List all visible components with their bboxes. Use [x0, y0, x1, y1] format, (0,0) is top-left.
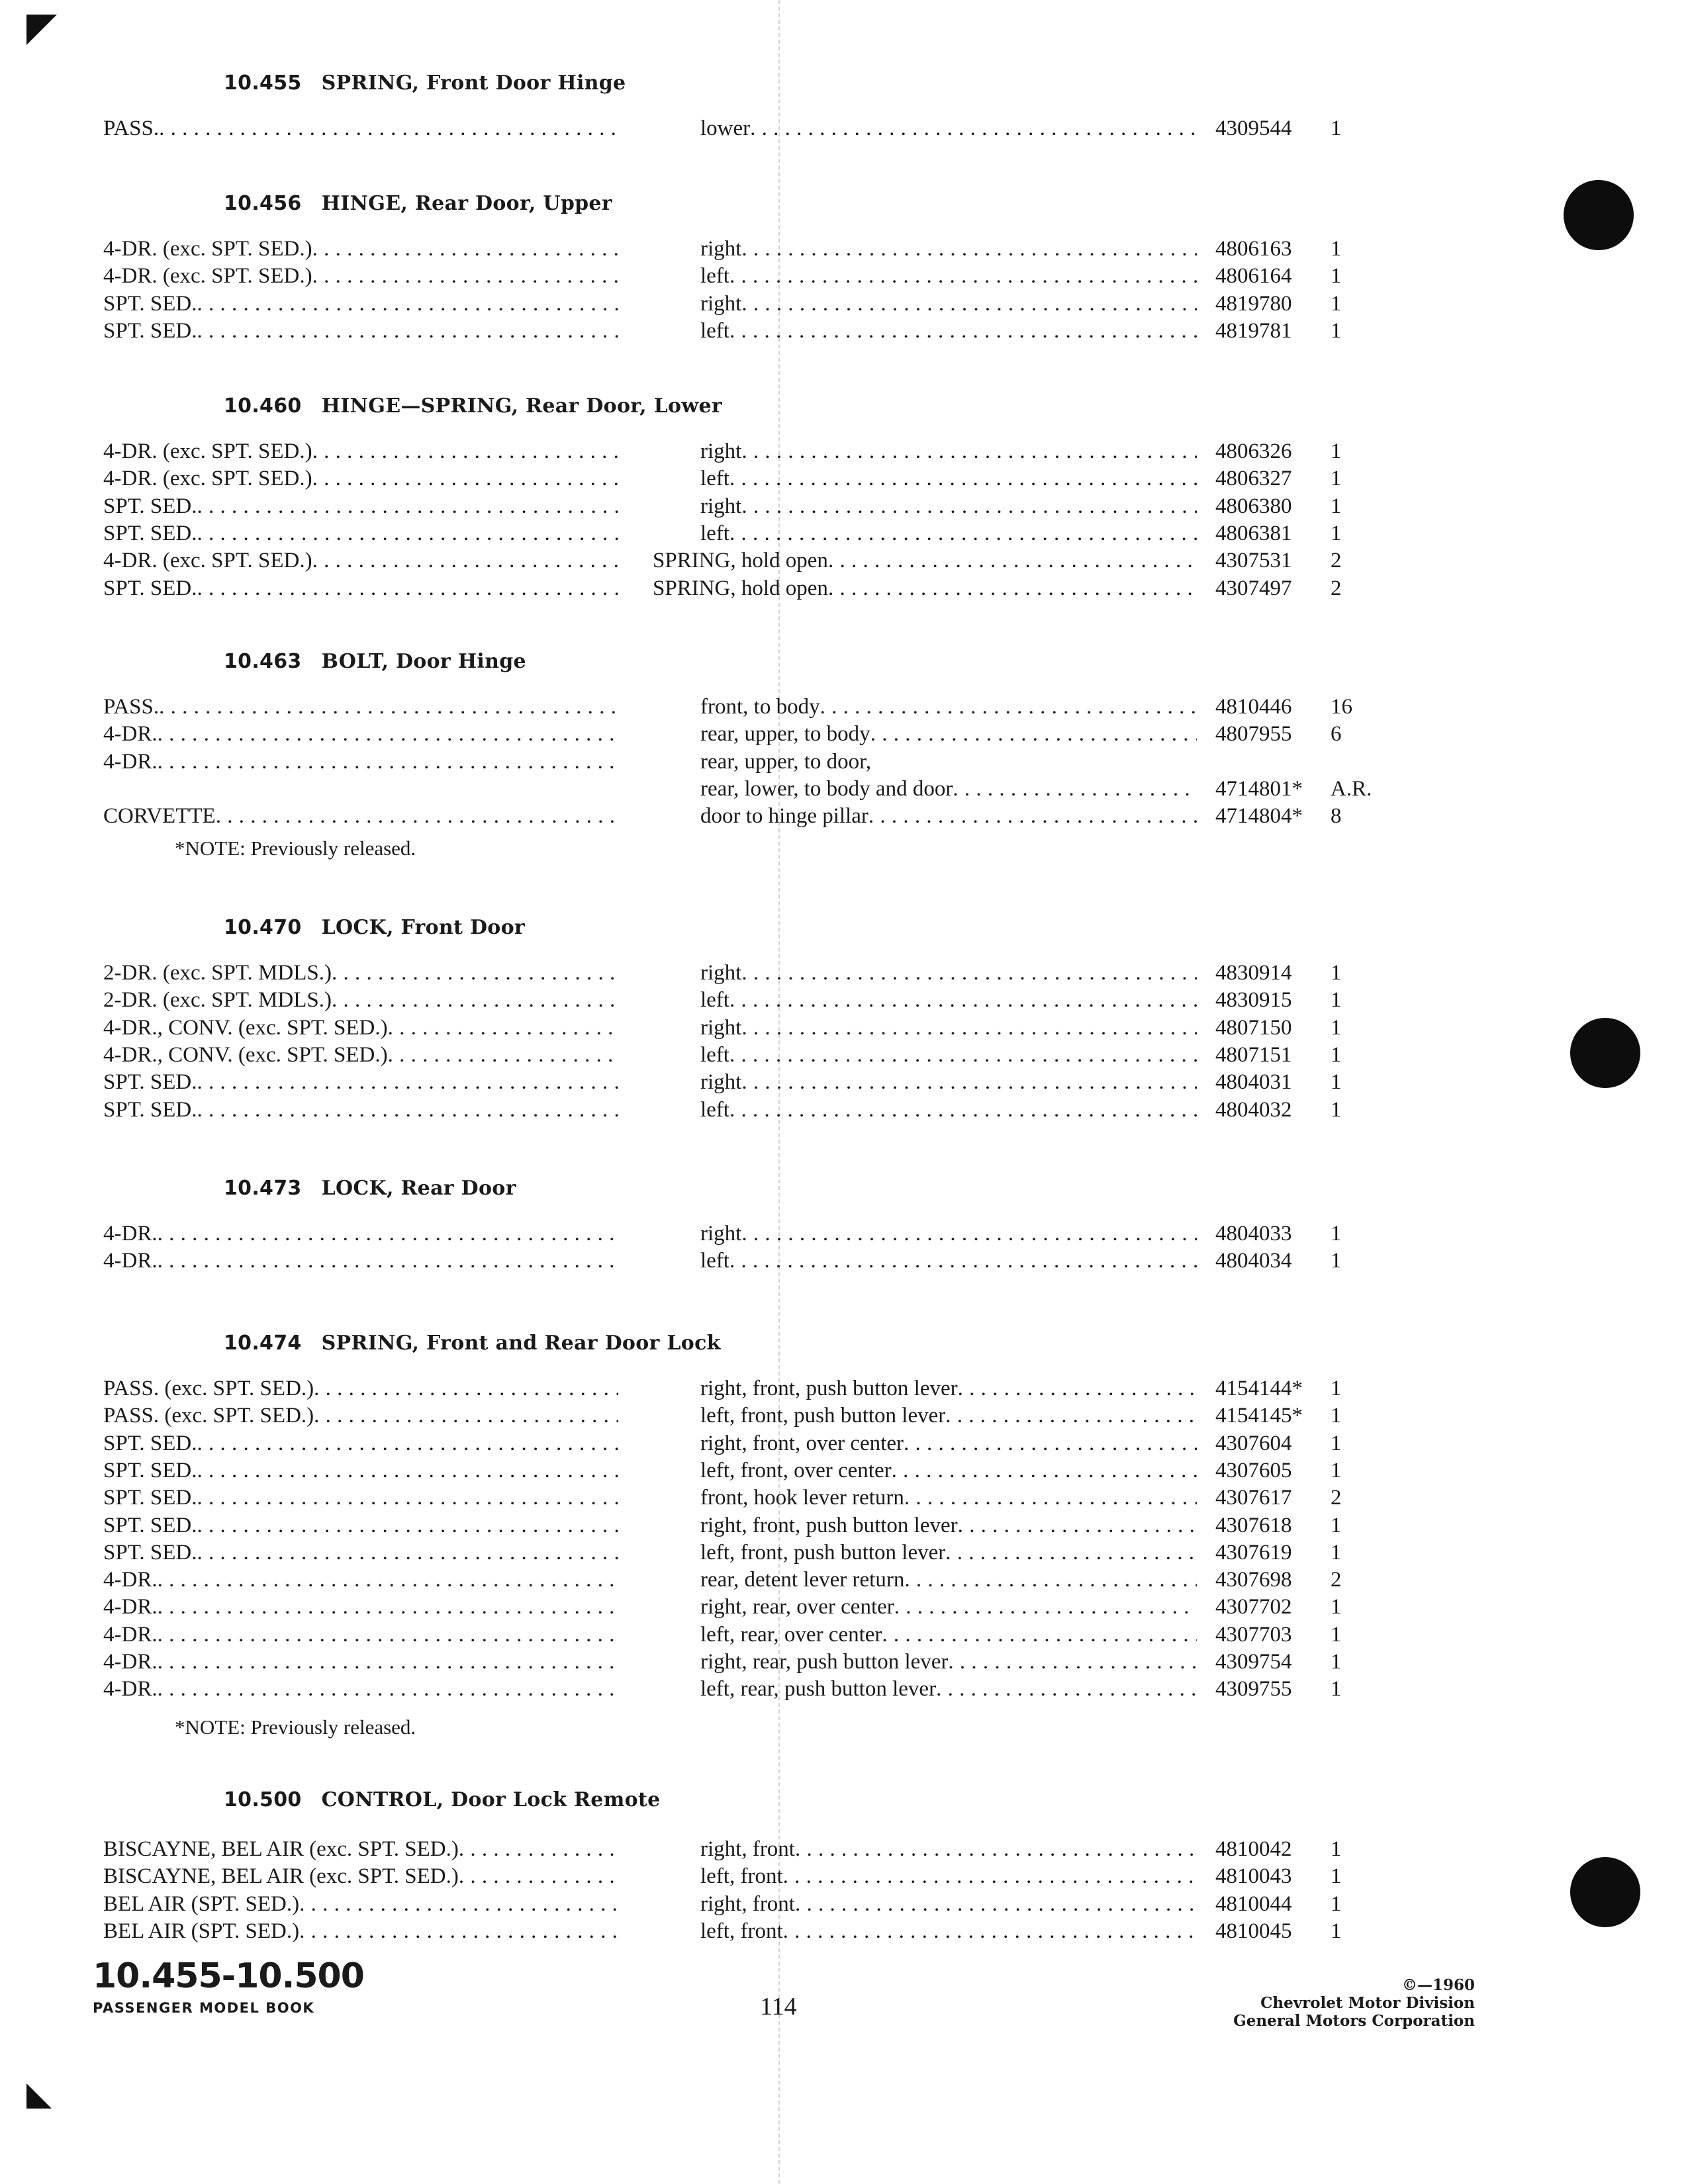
- quantity-cell: 1: [1331, 1070, 1342, 1094]
- part-number-cell: 4804034: [1215, 1249, 1292, 1273]
- part-number-cell: 4806163: [1215, 237, 1292, 261]
- quantity-cell: 1: [1331, 264, 1342, 288]
- description-cell: right, front, over center . . .: [700, 1430, 1197, 1457]
- part-row: [0, 1567, 1688, 1593]
- quantity-cell: 16: [1331, 695, 1352, 719]
- part-number-cell: 4807150: [1215, 1016, 1292, 1040]
- model-cell: SPT. SED. . . .: [103, 575, 618, 602]
- crop-mark-top-left: [26, 15, 57, 45]
- description-cell: left, rear, push button lever . . .: [700, 1676, 1197, 1702]
- part-number-cell: 4804031: [1215, 1070, 1292, 1094]
- part-row: [0, 1539, 1688, 1566]
- copyright-year: ©—1960: [1401, 1976, 1475, 1994]
- part-row: [0, 1918, 1688, 1944]
- quantity-cell: 8: [1331, 804, 1342, 828]
- part-row: [0, 493, 1688, 520]
- quantity-cell: 1: [1331, 439, 1342, 463]
- quantity-cell: 1: [1331, 988, 1342, 1012]
- part-row: [0, 520, 1688, 547]
- quantity-cell: 1: [1331, 1514, 1342, 1537]
- model-cell: [103, 776, 618, 802]
- model-cell: 4-DR. . . .: [103, 1594, 618, 1620]
- quantity-cell: 1: [1331, 494, 1342, 518]
- part-number-cell: 4307618: [1215, 1514, 1292, 1537]
- description-cell: lower . . .: [700, 115, 1197, 142]
- part-row: [0, 1402, 1688, 1429]
- part-number-cell: 4804033: [1215, 1222, 1292, 1246]
- section-title: HINGE, Rear Door, Upper: [321, 192, 612, 215]
- part-row: [0, 236, 1688, 262]
- part-row: [0, 987, 1688, 1013]
- quantity-cell: 1: [1331, 292, 1342, 316]
- part-number-cell: 4154145*: [1215, 1404, 1303, 1428]
- description-cell: left . . .: [700, 1248, 1197, 1274]
- part-row: [0, 1430, 1688, 1457]
- part-number-cell: 4309755: [1215, 1677, 1292, 1701]
- description-cell: right . . .: [700, 1069, 1197, 1095]
- quantity-cell: 1: [1331, 1043, 1342, 1067]
- part-number-cell: 4806380: [1215, 494, 1292, 518]
- description-cell: right, front, push button lever . . .: [700, 1375, 1197, 1402]
- part-row: [0, 1097, 1688, 1123]
- part-number-cell: 4819780: [1215, 292, 1292, 316]
- part-number-cell: 4810045: [1215, 1919, 1292, 1943]
- model-cell: SPT. SED. . . .: [103, 1484, 618, 1511]
- part-number-cell: 4307702: [1215, 1595, 1292, 1619]
- description-cell: SPRING, hold open . . .: [653, 575, 1197, 602]
- quantity-cell: 1: [1331, 1432, 1342, 1455]
- section-code: 10.470: [224, 916, 302, 939]
- section-note: *NOTE: Previously released.: [175, 1715, 416, 1739]
- part-number-cell: 4810044: [1215, 1892, 1292, 1916]
- part-number-cell: 4806327: [1215, 467, 1292, 490]
- model-cell: 4-DR. . . .: [103, 1567, 618, 1593]
- part-number-cell: 4309754: [1215, 1650, 1292, 1674]
- quantity-cell: 1: [1331, 1016, 1342, 1040]
- copyright-division: Chevrolet Motor Division: [1260, 1994, 1475, 2012]
- part-number-cell: [1215, 749, 1315, 775]
- model-cell: PASS. (exc. SPT. SED.) . . .: [103, 1402, 618, 1429]
- part-number-cell: 4806164: [1215, 264, 1292, 288]
- part-number-cell: 4830914: [1215, 961, 1292, 985]
- model-cell: 4-DR., CONV. (exc. SPT. SED.) . . .: [103, 1015, 618, 1041]
- quantity-cell: 1: [1331, 1892, 1342, 1916]
- section-code: 10.474: [224, 1332, 302, 1355]
- part-row: [0, 1375, 1688, 1402]
- part-number-cell: 4307698: [1215, 1568, 1292, 1592]
- section-code: 10.460: [224, 394, 302, 418]
- quantity-cell: 2: [1331, 576, 1342, 600]
- section-title: SPRING, Front Door Hinge: [321, 71, 626, 95]
- section-heading: [224, 394, 722, 418]
- section-code: 10.463: [224, 650, 302, 673]
- part-number-cell: 4810043: [1215, 1864, 1292, 1888]
- model-cell: 4-DR. . . .: [103, 721, 618, 747]
- quantity-cell: 1: [1331, 1623, 1342, 1647]
- description-cell: right . . .: [700, 1015, 1197, 1041]
- part-number-cell: 4807151: [1215, 1043, 1292, 1067]
- description-cell: right, front . . .: [700, 1836, 1197, 1862]
- quantity-cell: 1: [1331, 319, 1342, 343]
- quantity-cell: 1: [1331, 1222, 1342, 1246]
- description-cell: right . . .: [700, 236, 1197, 262]
- description-cell: SPRING, hold open . . .: [653, 547, 1197, 574]
- model-cell: 4-DR. (exc. SPT. SED.) . . .: [103, 547, 618, 574]
- description-cell: left, rear, over center . . .: [700, 1621, 1197, 1648]
- part-number-cell: 4307619: [1215, 1541, 1292, 1565]
- part-row: [0, 694, 1688, 720]
- part-row: [0, 465, 1688, 492]
- model-cell: 4-DR. . . .: [103, 749, 618, 775]
- description-cell: rear, upper, to door,: [700, 750, 872, 774]
- model-cell: SPT. SED. . . .: [103, 291, 618, 317]
- description-cell: rear, lower, to body and door . . .: [700, 776, 1197, 802]
- model-cell: SPT. SED. . . .: [103, 1430, 618, 1457]
- part-row: [0, 1863, 1688, 1889]
- part-row: [0, 1484, 1688, 1511]
- description-cell: front, to body . . .: [700, 694, 1197, 720]
- model-cell: SPT. SED. . . .: [103, 493, 618, 520]
- description-cell: right, rear, push button lever . . .: [700, 1649, 1197, 1675]
- part-row: [0, 1512, 1688, 1539]
- section-heading: [224, 192, 612, 215]
- description-cell: door to hinge pillar . . .: [700, 803, 1197, 829]
- part-number-cell: 4307497: [1215, 576, 1292, 600]
- part-number-cell: 4819781: [1215, 319, 1292, 343]
- part-row: [0, 1015, 1688, 1041]
- section-title: LOCK, Rear Door: [321, 1177, 516, 1200]
- description-cell: left . . .: [700, 263, 1197, 289]
- description-cell: right, front, push button lever . . .: [700, 1512, 1197, 1539]
- part-number-cell: 4714801*: [1215, 777, 1303, 801]
- quantity-cell: 1: [1331, 1459, 1342, 1482]
- description-cell: right . . .: [700, 438, 1197, 465]
- quantity-cell: 1: [1331, 1837, 1342, 1861]
- quantity-cell: [1331, 749, 1403, 775]
- description-cell: right, rear, over center . . .: [700, 1594, 1197, 1620]
- description-cell: left . . .: [700, 1097, 1197, 1123]
- description-cell: right . . .: [700, 960, 1197, 986]
- part-row: [0, 1069, 1688, 1095]
- quantity-cell: 1: [1331, 1919, 1342, 1943]
- description-cell: left, front, over center . . .: [700, 1457, 1197, 1484]
- section-title: HINGE—SPRING, Rear Door, Lower: [321, 394, 722, 418]
- model-cell: 4-DR. . . .: [103, 1621, 618, 1648]
- description-cell: left . . .: [700, 520, 1197, 547]
- model-cell: PASS. . . .: [103, 115, 618, 142]
- footer-group-range: 10.455-10.500: [93, 1956, 364, 1996]
- model-cell: 4-DR. (exc. SPT. SED.) . . .: [103, 438, 618, 465]
- section-code: 10.500: [224, 1788, 302, 1811]
- description-cell: rear, upper, to body . . .: [700, 721, 1197, 747]
- part-row: [0, 1891, 1688, 1917]
- part-number-cell: 4714804*: [1215, 804, 1303, 828]
- description-cell: left . . .: [700, 987, 1197, 1013]
- description-cell: right . . .: [700, 291, 1197, 317]
- part-number-cell: 4307531: [1215, 549, 1292, 572]
- section-title: CONTROL, Door Lock Remote: [321, 1788, 661, 1811]
- model-cell: SPT. SED. . . .: [103, 1539, 618, 1566]
- description-cell: left . . .: [700, 318, 1197, 344]
- model-cell: BISCAYNE, BEL AIR (exc. SPT. SED.) . . .: [103, 1863, 618, 1889]
- quantity-cell: 2: [1331, 1568, 1342, 1592]
- model-cell: 2-DR. (exc. SPT. MDLS.) . . .: [103, 987, 618, 1013]
- part-number-cell: 4309544: [1215, 116, 1292, 140]
- section-code: 10.456: [224, 192, 302, 215]
- part-row: [0, 547, 1688, 574]
- part-number-cell: 4804032: [1215, 1098, 1292, 1122]
- model-cell: BEL AIR (SPT. SED.) . . .: [103, 1891, 618, 1917]
- description-cell: left . . .: [700, 465, 1197, 492]
- part-row: [0, 291, 1688, 317]
- part-number-cell: 4806326: [1215, 439, 1292, 463]
- description-cell: left, front . . .: [700, 1863, 1197, 1889]
- description-cell: left . . .: [700, 1042, 1197, 1068]
- part-row: [0, 263, 1688, 289]
- quantity-cell: 1: [1331, 1595, 1342, 1619]
- model-cell: 4-DR. . . .: [103, 1676, 618, 1702]
- part-row: [0, 776, 1688, 802]
- model-cell: CORVETTE . . .: [103, 803, 618, 829]
- part-row: [0, 1042, 1688, 1068]
- part-row: [0, 1621, 1688, 1648]
- model-cell: SPT. SED. . . .: [103, 1512, 618, 1539]
- model-cell: 4-DR. (exc. SPT. SED.) . . .: [103, 263, 618, 289]
- quantity-cell: 1: [1331, 1249, 1342, 1273]
- description-cell: right . . .: [700, 1220, 1197, 1247]
- description-cell: left, front . . .: [700, 1918, 1197, 1944]
- model-cell: SPT. SED. . . .: [103, 1097, 618, 1123]
- model-cell: BISCAYNE, BEL AIR (exc. SPT. SED.) . . .: [103, 1836, 618, 1862]
- model-cell: 4-DR. . . .: [103, 1220, 618, 1247]
- copyright-block: [1233, 1976, 1475, 2030]
- model-cell: 4-DR. (exc. SPT. SED.) . . .: [103, 236, 618, 262]
- part-number-cell: 4154144*: [1215, 1377, 1303, 1400]
- model-cell: 4-DR. . . .: [103, 1649, 618, 1675]
- page-number: 114: [760, 1993, 797, 2021]
- part-number-cell: 4807955: [1215, 722, 1292, 746]
- model-cell: SPT. SED. . . .: [103, 1069, 618, 1095]
- part-number-cell: 4307604: [1215, 1432, 1292, 1455]
- part-number-cell: 4307617: [1215, 1486, 1292, 1510]
- quantity-cell: 1: [1331, 237, 1342, 261]
- section-heading: [224, 650, 526, 673]
- part-row: [0, 1457, 1688, 1484]
- part-row: [0, 1676, 1688, 1702]
- part-number-cell: 4307703: [1215, 1623, 1292, 1647]
- model-cell: 4-DR., CONV. (exc. SPT. SED.) . . .: [103, 1042, 618, 1068]
- part-number-cell: 4307605: [1215, 1459, 1292, 1482]
- part-number-cell: 4830915: [1215, 988, 1292, 1012]
- copyright-corporation: General Motors Corporation: [1233, 2012, 1475, 2030]
- part-number-cell: 4810042: [1215, 1837, 1292, 1861]
- part-row: [0, 575, 1688, 602]
- part-row: [0, 1594, 1688, 1620]
- quantity-cell: 1: [1331, 1541, 1342, 1565]
- crop-mark-bottom-left: [26, 2083, 52, 2109]
- description-cell: left, front, push button lever . . .: [700, 1402, 1197, 1429]
- quantity-cell: 1: [1331, 1377, 1342, 1400]
- quantity-cell: 6: [1331, 722, 1342, 746]
- quantity-cell: 1: [1331, 1677, 1342, 1701]
- model-cell: 4-DR. (exc. SPT. SED.) . . .: [103, 465, 618, 492]
- description-cell: front, hook lever return . . .: [700, 1484, 1197, 1511]
- section-title: LOCK, Front Door: [321, 916, 525, 939]
- quantity-cell: 1: [1331, 467, 1342, 490]
- part-row: [0, 438, 1688, 465]
- section-heading: [224, 1177, 516, 1200]
- part-row: [0, 1248, 1688, 1274]
- footer-book-title: PASSENGER MODEL BOOK: [93, 2000, 315, 2016]
- part-row: [0, 318, 1688, 344]
- section-note: *NOTE: Previously released.: [175, 837, 416, 860]
- section-heading: [224, 71, 626, 95]
- section-heading: [224, 916, 525, 939]
- model-cell: SPT. SED. . . .: [103, 1457, 618, 1484]
- description-cell: rear, detent lever return . . .: [700, 1567, 1197, 1593]
- model-cell: 4-DR. . . .: [103, 1248, 618, 1274]
- part-row: [0, 1649, 1688, 1675]
- description-cell: right, front . . .: [700, 1891, 1197, 1917]
- quantity-cell: 1: [1331, 522, 1342, 545]
- model-cell: 2-DR. (exc. SPT. MDLS.) . . .: [103, 960, 618, 986]
- description-cell: right . . .: [700, 493, 1197, 520]
- section-code: 10.455: [224, 71, 302, 95]
- quantity-cell: 2: [1331, 549, 1342, 572]
- model-cell: SPT. SED. . . .: [103, 318, 618, 344]
- section-heading: [224, 1788, 660, 1811]
- model-cell: PASS. (exc. SPT. SED.) . . .: [103, 1375, 618, 1402]
- quantity-cell: 1: [1331, 1404, 1342, 1428]
- quantity-cell: 2: [1331, 1486, 1342, 1510]
- quantity-cell: A.R.: [1331, 777, 1372, 801]
- model-cell: SPT. SED. . . .: [103, 520, 618, 547]
- part-row: [0, 803, 1688, 829]
- part-number-cell: 4810446: [1215, 695, 1292, 719]
- part-row: [0, 749, 1688, 775]
- section-title: BOLT, Door Hinge: [321, 650, 526, 673]
- section-code: 10.473: [224, 1177, 302, 1200]
- part-row: [0, 115, 1688, 142]
- quantity-cell: 1: [1331, 1098, 1342, 1122]
- part-row: [0, 1836, 1688, 1862]
- part-row: [0, 721, 1688, 747]
- section-heading: [224, 1332, 721, 1355]
- description-cell: left, front, push button lever . . .: [700, 1539, 1197, 1566]
- model-cell: PASS. . . .: [103, 694, 618, 720]
- part-number-cell: 4806381: [1215, 522, 1292, 545]
- section-title: SPRING, Front and Rear Door Lock: [321, 1332, 721, 1355]
- model-cell: BEL AIR (SPT. SED.) . . .: [103, 1918, 618, 1944]
- quantity-cell: 1: [1331, 1650, 1342, 1674]
- quantity-cell: 1: [1331, 961, 1342, 985]
- part-row: [0, 1220, 1688, 1247]
- part-row: [0, 960, 1688, 986]
- quantity-cell: 1: [1331, 116, 1342, 140]
- quantity-cell: 1: [1331, 1864, 1342, 1888]
